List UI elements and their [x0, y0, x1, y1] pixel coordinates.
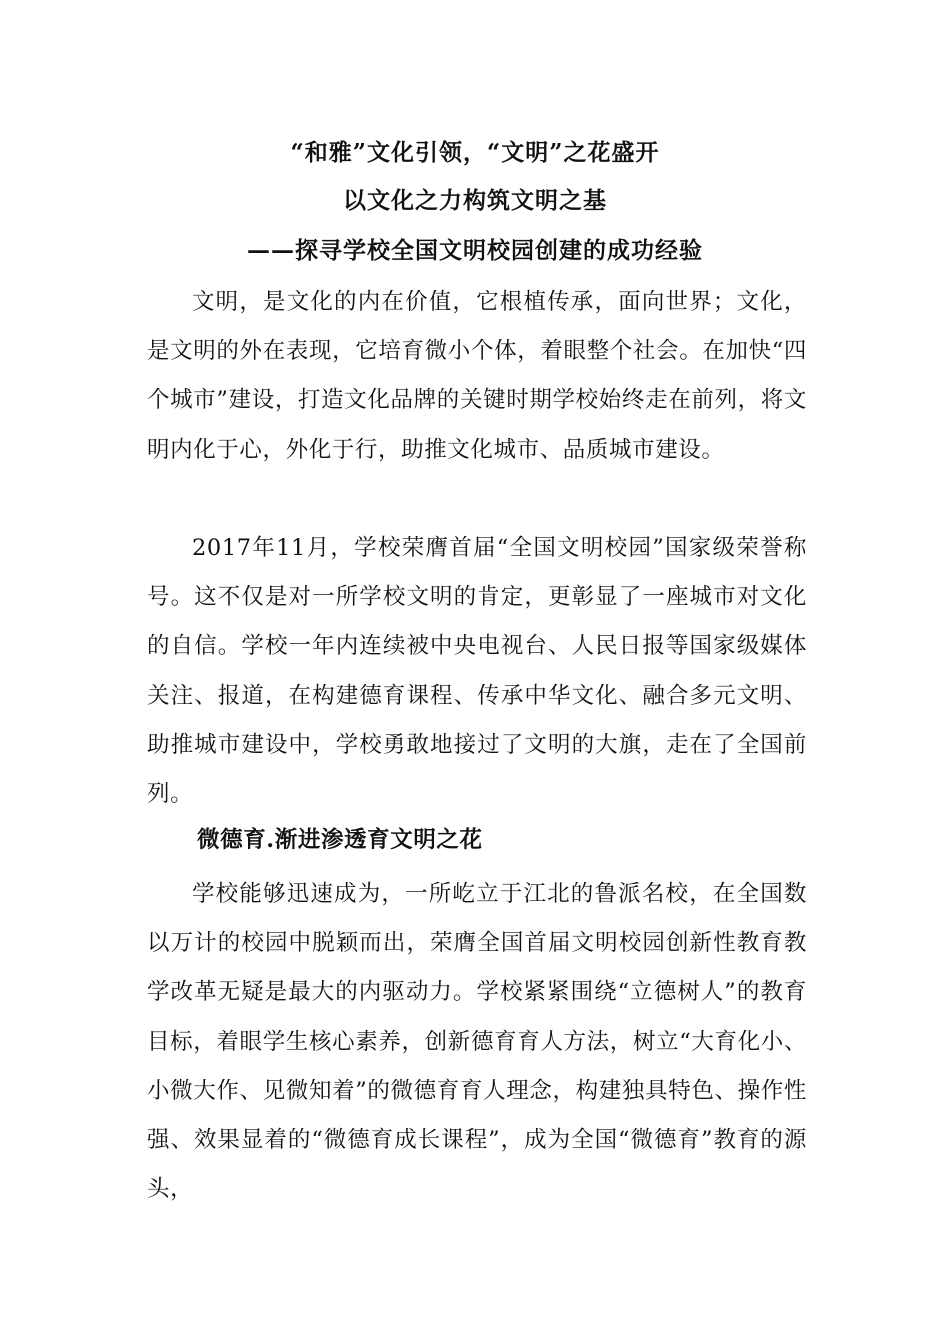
- paragraph-moral-education: 学校能够迅速成为，一所屹立于江北的鲁派名校，在全国数以万计的校园中脱颖而出，荣膺全国首届文明校园创新性教育教学改革无疑是最大的内驱动力。学校紧紧围绕“立德树人”的教育目标，着眼学生核心素养，创新德育育人方法，树立“大育化小、小微大作、见微知着”的微德育育人理念，构建独具特色、操作性强、效果显着的“微德育成长课程”，成为全国“微德育”教育的源头，: [147, 881, 807, 1203]
- document-title: “和雅”文化引领，“文明”之花盛开: [290, 139, 660, 166]
- paragraph-honor: 2017年11月，学校荣膺首届“全国文明校园”国家级荣誉称号。这不仅是对一所学校文明的肯定，更彰显了一座城市对文化的自信。学校一年内连续被中央电视台、人民日报等国家级媒体关注、报道，在构建德育课程、传承中华文化、融合多元文明、助推城市建设中，学校勇敢地接过了文明的大旗，走在了全国前列。: [147, 535, 807, 808]
- paragraph-intro: 文明，是文化的内在价值，它根植传承，面向世界；文化，是文明的外在表现，它培育微小个体，着眼整个社会。在加快“四个城市”建设，打造文化品牌的关键时期学校始终走在前列，将文明内化于心，外化于行，助推文化城市、品质城市建设。: [147, 289, 807, 463]
- document-subtitle-secondary: ——探寻学校全国文明校园创建的成功经验: [247, 237, 703, 264]
- document-subtitle: 以文化之力构筑文明之基: [343, 187, 607, 214]
- section-heading: 微德育.渐进渗透育文明之花: [197, 827, 483, 853]
